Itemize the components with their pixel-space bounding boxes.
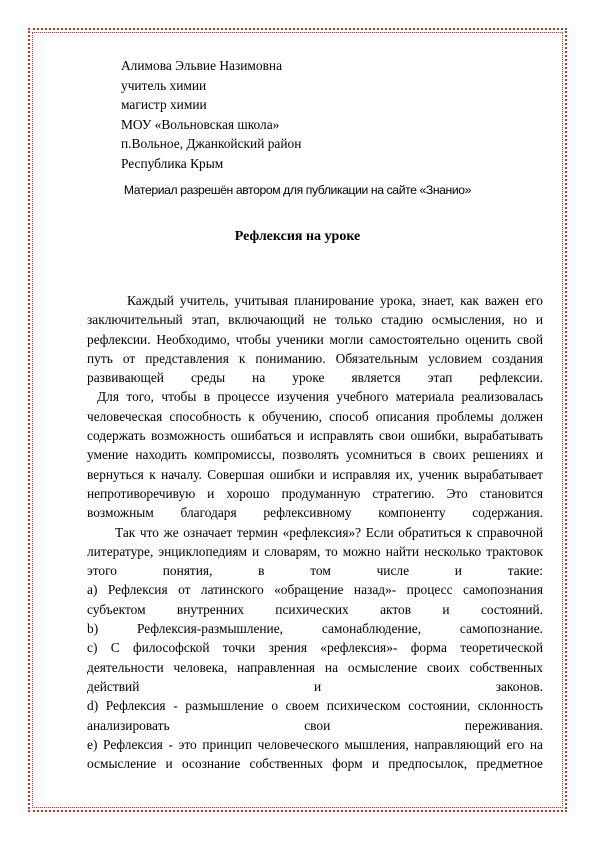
document-body	[87, 291, 543, 773]
author-degree: магистр химии	[121, 97, 207, 113]
publication-notice: Материал разрешён автором для публикации на сайте «Знанио»	[123, 183, 472, 197]
body-line: субъектом внутренних психических актов и состояний.	[87, 601, 543, 617]
author-name: Алимова Эльвие Назимовна	[121, 58, 283, 73]
body-line: содержать возможность ошибаться и исправлять свои ошибки, вырабатывать	[87, 428, 543, 444]
body-line: анализировать свои переживания.	[87, 717, 543, 733]
body-line: Для того, чтобы в процессе изучения учебного материала реализовалась	[97, 389, 543, 405]
body-line: b) Рефлексия-размышление, самонаблюдение, самопознание.	[87, 621, 543, 637]
body-line: Каждый учитель, учитывая планирование урока, знает, как важен его	[127, 293, 543, 308]
author-locality: п.Вольное, Джанкойский район	[121, 136, 302, 152]
author-position: учитель химии	[121, 77, 207, 93]
body-line: развивающей среды на уроке является этап рефлексии.	[87, 370, 543, 386]
body-line: умение находить компромиссы, позволять усомниться в своих решениях и	[87, 447, 543, 463]
body-line: Так что же означает термин «рефлексия»? Если обратиться к справочной	[115, 524, 543, 540]
body-line: литературе, энциклопедиям и словарям, то можно найти несколько трактовок	[87, 543, 543, 559]
body-line: деятельности человека, направленная на осмысление своих собственных	[87, 659, 543, 675]
body-line: этого понятия, в том числе и такие:	[87, 563, 543, 579]
body-line: d) Рефлексия - размышление о своем психическом состоянии, склонность	[87, 698, 543, 714]
body-line: путь от представления к пониманию. Обязательным условием создания	[87, 350, 543, 366]
body-line: непротиворечивую и хорошо продуманную стратегию. Это становится	[87, 485, 543, 501]
body-line: a) Рефлексия от латинского «обращение назад»- процесс самопознания	[87, 582, 543, 598]
body-line: вернуться к началу. Совершая ошибки и исправляя их, ученик вырабатывает	[87, 466, 543, 482]
body-line: рефлексии. Необходимо, чтобы ученики могли самостоятельно оценить свой	[87, 331, 543, 347]
author-school: МОУ «Вольновская школа»	[121, 116, 280, 132]
body-line: осмысление и осознание собственных форм и предпосылок, предметное	[87, 756, 543, 772]
body-line: c) С философской точки зрения «рефлексия»- форма теоретической	[87, 640, 543, 656]
body-line: заключительный этап, включающий не только стадию осмысления, но и	[87, 312, 543, 328]
document-title: Рефлексия на уроке	[234, 229, 361, 244]
body-line: возможным благодаря рефлексивному компоненту содержания.	[87, 505, 543, 521]
body-line: e) Рефлексия - это принцип человеческого мышления, направляющий его на	[87, 736, 543, 752]
body-line: человеческая способность к обучению, способ описания проблемы должен	[87, 408, 543, 424]
author-region: Республика Крым	[121, 155, 224, 171]
body-line: действий и законов.	[87, 678, 543, 694]
author-block	[121, 56, 301, 174]
